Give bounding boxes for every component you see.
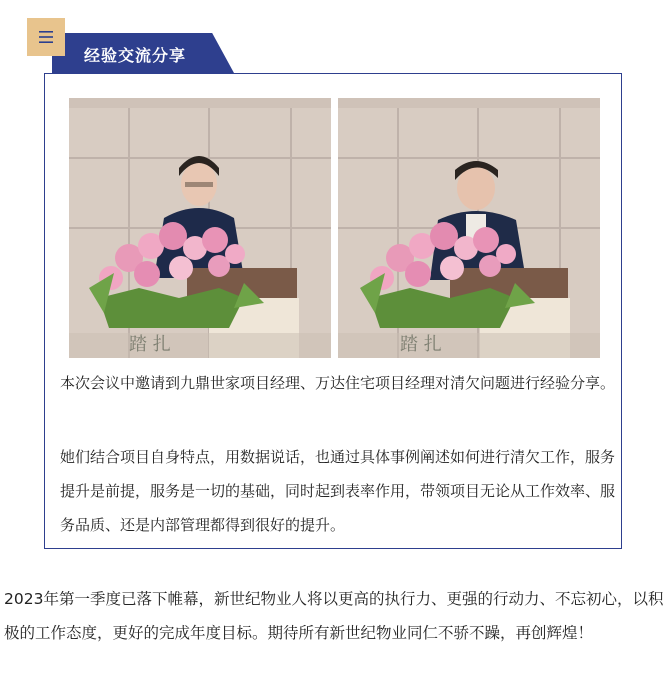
menu-lines-icon [27, 18, 65, 56]
panel-paragraph-2: 她们结合项目自身特点，用数据说话，也通过具体事例阐述如何进行清欠工作，服务提升是前提，服务是一切的基础，同时起到表率作用，带领项目无论从工作效率、服务品质、还是内部管理都得到很好的提升。 [60, 448, 616, 534]
section-title: 经验交流分享 [84, 46, 187, 65]
speaker-man-photo [338, 98, 600, 358]
speaker-woman-photo [69, 98, 331, 358]
panel-paragraph-1: 本次会议中邀请到九鼎世家项目经理、万达住宅项目经理对清欠问题进行经验分享。 [60, 374, 616, 392]
closing-paragraph: 2023年第一季度已落下帷幕，新世纪物业人将以更高的执行力、更强的行动力、不忘初心，以积极的工作态度，更好的完成年度目标。期待所有新世纪物业同仁不骄不躁，再创辉煌！ [4, 590, 664, 642]
